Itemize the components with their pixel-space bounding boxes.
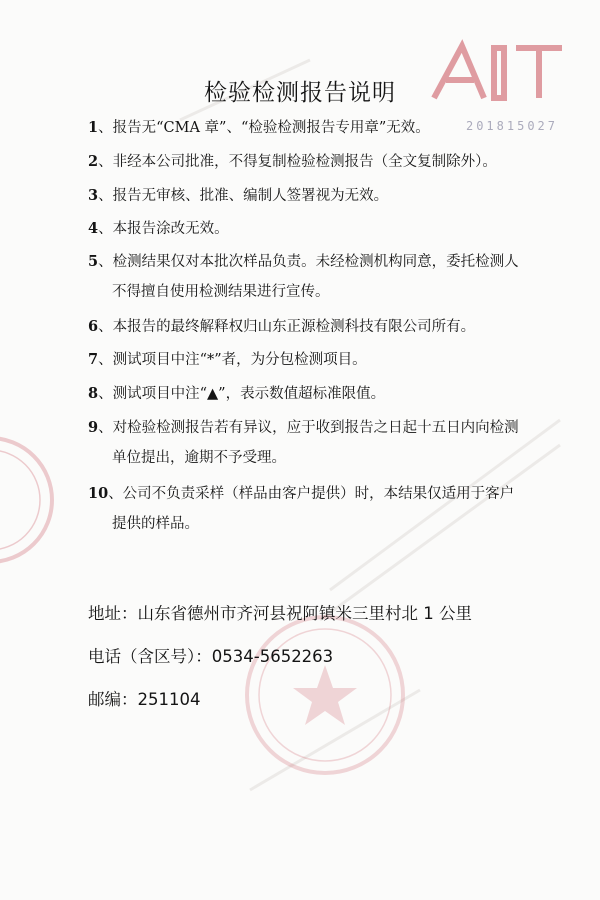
item-text: 、测试项目中注“▲”，表示数值超标准限值。 xyxy=(98,386,386,402)
notice-item-6 xyxy=(88,317,475,337)
item-number: 6 xyxy=(88,318,99,335)
notice-item-2 xyxy=(88,152,497,172)
item-text: 、检测结果仅对本批次样品负责。未经检测机构同意，委托检测人 xyxy=(98,254,519,270)
notice-item-3 xyxy=(88,186,388,206)
item-text: 、报告无审核、批准、编制人签署视为无效。 xyxy=(98,188,389,204)
notice-item-9 xyxy=(88,418,519,468)
page-title: 检验检测报告说明 xyxy=(204,80,396,106)
item-text: 、对检验检测报告若有异议，应于收到报告之日起十五日内向检测 xyxy=(98,420,519,436)
contact-address: 地址：山东省德州市齐河县祝阿镇米三里村北 1 公里 xyxy=(88,604,472,623)
company-seal-left-icon xyxy=(0,420,60,580)
notice-item-1 xyxy=(88,118,430,138)
item-text-continued: 提供的样品。 xyxy=(112,516,199,532)
contact-postcode: 邮编：251104 xyxy=(88,690,201,709)
item-number: 8 xyxy=(88,385,99,402)
notice-item-4 xyxy=(88,219,229,239)
item-number: 1 xyxy=(88,119,99,136)
company-seal-center-icon xyxy=(240,610,410,780)
item-number: 7 xyxy=(88,351,99,368)
item-text: 、报告无“CMA 章”、“检验检测报告专用章”无效。 xyxy=(98,120,430,136)
item-text: 、非经本公司批准，不得复制检验检测报告（全文复制除外）。 xyxy=(98,154,497,170)
item-number: 2 xyxy=(88,153,99,170)
item-text: 、测试项目中注“*”者，为分包检测项目。 xyxy=(98,352,367,368)
item-text: 、本报告涂改无效。 xyxy=(98,221,229,237)
item-number: 10 xyxy=(88,485,109,502)
notice-item-10 xyxy=(88,484,514,534)
item-text: 、公司不负责采样（样品由客户提供）时，本结果仅适用于客户 xyxy=(108,486,515,502)
notice-item-7 xyxy=(88,350,367,370)
cma-number: 201815027 xyxy=(465,119,559,133)
item-text: 、本报告的最终解释权归山东正源检测科技有限公司所有。 xyxy=(98,319,476,335)
item-number: 9 xyxy=(88,419,99,436)
notice-item-8 xyxy=(88,384,385,404)
item-number: 5 xyxy=(88,253,99,270)
item-text-continued: 单位提出，逾期不予受理。 xyxy=(112,450,286,466)
item-number: 3 xyxy=(88,187,99,204)
item-number: 4 xyxy=(88,220,99,237)
notice-item-5 xyxy=(88,252,519,302)
item-text-continued: 不得擅自使用检测结果进行宣传。 xyxy=(112,284,330,300)
contact-phone: 电话（含区号）：0534-5652263 xyxy=(88,647,334,666)
